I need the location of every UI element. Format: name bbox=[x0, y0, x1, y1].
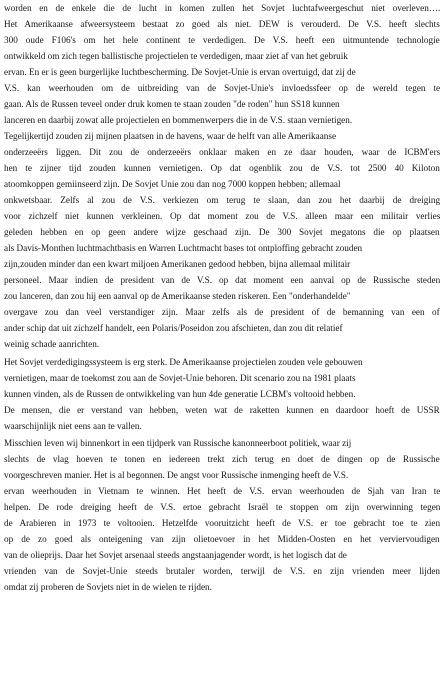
text-line: kunnen vinden, als de Russen de ontwikkeling van hun 4de generatie LCBM's voltooid hebben. bbox=[4, 389, 356, 399]
text-line: atoomkoppen gemiinseerd zijn. De Sovjet Unie zou dan nog 7000 koppen hebben; allemaal bbox=[4, 179, 341, 189]
text-line: 300 oude F106's om het hele continent te verdedigen. De V.S. heeft een uitmuntende technologie bbox=[4, 35, 440, 45]
paragraph-3 bbox=[4, 435, 440, 595]
text-line: onderzeeërs liggen. Dit zou de onderzeeërs onklaar maken en ze daar houden, waar de ICBM'ers bbox=[4, 147, 440, 157]
text-line: ander schip dat uit zichzelf handelt, een Polaris/Poseidon zou afschieten, dan zou dit relatief bbox=[4, 323, 343, 333]
text-line: hen te zijner tijd zouden kunnen vernietigen. Op dat ogenblik zou de V.S. tot 2500 40 Kiloton bbox=[4, 163, 440, 173]
text-line: zou lanceren, dan zou hij een aanval op de Amerikaanse steden riskeren. Een "onderhandelde" bbox=[4, 291, 351, 301]
text-line: voorgeschreven manier. Het is al begonnen. De angst voor Russische inmenging heeft de V.S. bbox=[4, 470, 349, 480]
text-line: vrienden van de Sovjet-Unie steeds brutaler worden, terwijl de V.S. en zijn vrienden meer lijden bbox=[4, 566, 440, 576]
text-line: personeel. Maar indien de president van de V.S. op dat moment een aanval op de Russische steden bbox=[4, 275, 440, 285]
text-line: weinig schade aanrichten. bbox=[4, 339, 100, 349]
text-line: waarschijnlijk niet eens aan te vallen. bbox=[4, 421, 142, 431]
text-line: Het Amerikaanse afweersysteem bestaat zo goed als niet. DEW is verouderd. De V.S. heeft slechts bbox=[4, 19, 440, 29]
text-line: de Arabieren in 1973 te voltooien. Hetzelfde vooruitzicht heeft de V.S. er toe gebracht toe te zien bbox=[4, 518, 440, 528]
paragraph-2 bbox=[4, 354, 440, 434]
text-line: ervan weerhouden in Vietnam te winnen. Het heeft de V.S. ervan weerhouden de Sjah van Iran te bbox=[4, 486, 440, 496]
text-line: Misschien leven wij binnenkort in een tijdperk van Russische kanonneerboot politiek, waar zij bbox=[4, 438, 352, 448]
text-line: onkwetsbaar. Zelfs al zou de V.S. verkiezen om terug te slaan, dan zou het daarbij de dreiging bbox=[4, 195, 440, 205]
text-line: helpen. De rode dreiging heeft de V.S. ertoe gebracht Israël te stoppen om zijn overwinning tegen bbox=[4, 502, 440, 512]
text-line: V.S. kan weerhouden om de uitbreiding van de Sovjet-Unie's invloedssfeer op de wereld tegen te bbox=[4, 83, 440, 93]
text-line: vernietigen, maar de toekomst zou aan de Sovjet-Unie behoren. Dit scenario zou na 1981 plaats bbox=[4, 373, 356, 383]
text-line: op de zo goed als onteigening van zijn olietoevoer in het Midden-Oosten en het verviervoudigen bbox=[4, 534, 440, 544]
text-line: geleden hebben en op geen andere wijze geschaad zijn. De 300 Sovjet megatons die op plaatsen bbox=[4, 227, 440, 237]
text-line: voor zichzelf niet kunnen verkleinen. Op dat moment zou de V.S. alleen maar een militair verlies bbox=[4, 211, 440, 221]
text-line: ervan. En er is geen burgerlijke luchtbescherming. De Sovjet-Unie is ervan overtuigd, dat zij de bbox=[4, 67, 356, 77]
text-line: zijn,zouden minder dan een kwart miljoen Amerikanen gedood hebben, bijna allemaal militair bbox=[4, 259, 351, 269]
text-line: gaan. Als de Russen teveel onder druk komen te staan zouden "de roden" hun SS18 kunnen bbox=[4, 99, 340, 109]
text-line: Het Sovjet verdedigingssysteem is erg sterk. De Amerikaanse projectielen zouden vele gebouwen bbox=[4, 357, 363, 367]
paragraph-1 bbox=[4, 0, 440, 352]
text-line: De mensen, die er verstand van hebben, weten wat de raketten kunnen en daardoor hoeft de USSR bbox=[4, 405, 440, 415]
text-line: omdat zij proberen de Sovjets niet in de wielen te rijden. bbox=[4, 582, 212, 592]
text-line: lanceren en daarbij zowat alle projectielen en bommenwerpers die in de V.S. staan vernietigen. bbox=[4, 115, 353, 125]
text-line: slechts de vlag hoeven te tonen en iedereen trekt zich terug en doet de dingen op de Russische bbox=[4, 454, 440, 464]
text-line: als Davis-Monthen luchtmachtbasis en Warren Luchtmacht bases tot ontploffing gebracht zouden bbox=[4, 243, 363, 253]
text-line: ontwikkeld om zich tegen ballistische projectielen te verdedigen, maar ziet af van het gebruik bbox=[4, 51, 348, 61]
text-line: Tegelijkertijd zouden zij mijnen plaatsen in de havens, waar de helft van alle Amerikaanse bbox=[4, 131, 337, 141]
text-line: worden en de enkele die de lucht in komen zullen het Sovjet luchtafweergeschut niet overleven…. bbox=[4, 3, 440, 13]
text-line: overgave zou dan veel verstandiger zijn. Maar zelfs als de president of de bemanning van een of bbox=[4, 307, 440, 317]
text-line: van de olieprijs. Daar het Sovjet arsenaal steeds angstaanjagender wordt, is het logisch dat de bbox=[4, 550, 347, 560]
